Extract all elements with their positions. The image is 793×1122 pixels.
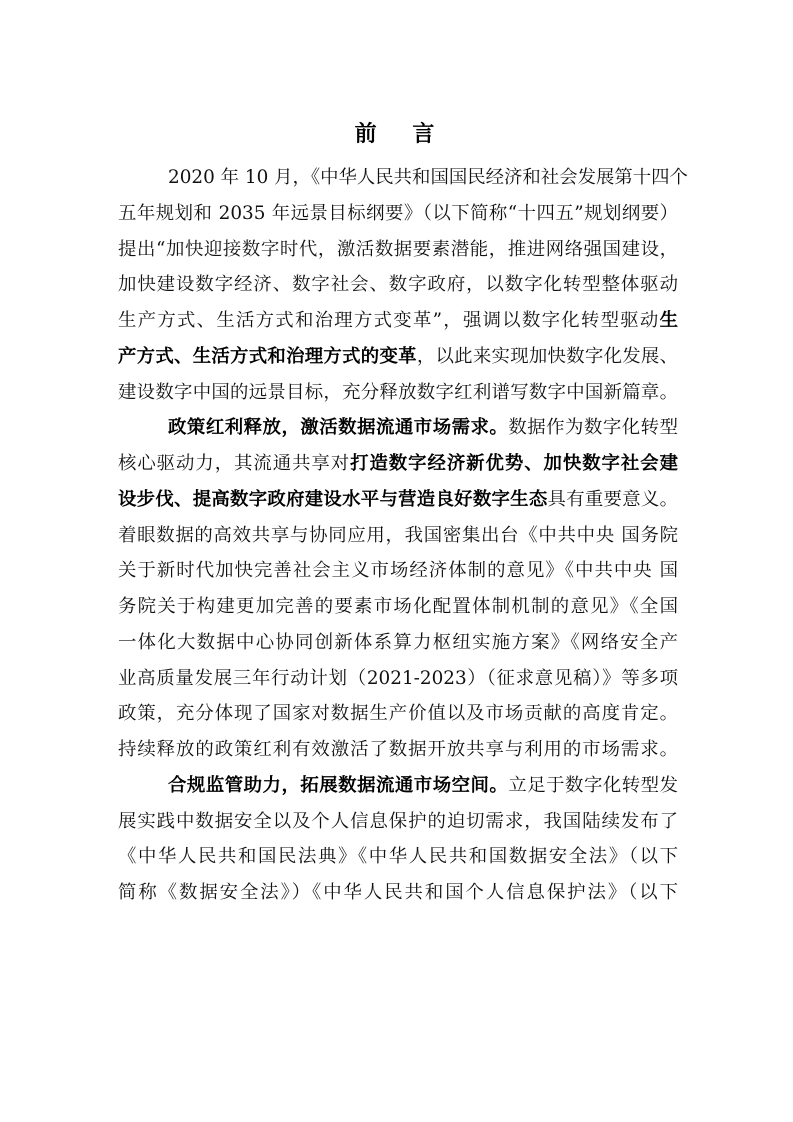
text-run: 加快建设数字经济、数字社会、数字政府，以数字化转型整体驱动 xyxy=(118,274,678,296)
text-run: 业高质量发展三年行动计划（2021-2023）（征求意见稿）》等多项 xyxy=(118,667,678,689)
paragraph-intro xyxy=(118,160,688,410)
text-line xyxy=(118,232,678,268)
text-line xyxy=(118,661,678,697)
text-run: 政策，充分体现了国家对数据生产价值以及市场贡献的高度肯定。 xyxy=(118,703,678,725)
text-line xyxy=(118,875,678,911)
text-line xyxy=(118,768,678,804)
text-line xyxy=(118,446,678,482)
bold-text-run: 设步伐、提高数字政府建设水平与营造良好数字生态 xyxy=(118,488,548,510)
text-line xyxy=(118,696,678,732)
text-line xyxy=(118,410,678,446)
text-run: 简称《数据安全法》）《中华人民共和国个人信息保护法》（以下 xyxy=(118,882,678,903)
text-run: 核心驱动力，其流通共享对 xyxy=(118,453,351,474)
text-line xyxy=(118,267,678,303)
bold-text-run: 产方式、生活方式和治理方式的变革 xyxy=(118,345,417,367)
text-line xyxy=(118,303,678,339)
page-title: 前 言 xyxy=(354,122,449,147)
text-run: 建设数字中国的远景目标，充分释放数字红利谱写数字中国新篇章。 xyxy=(118,381,678,403)
text-run: ，以此来实现加快数字化发展、 xyxy=(416,345,678,367)
text-run: 关于新时代加快完善社会主义市场经济体制的意见》《中共中央 国 xyxy=(118,560,678,582)
text-run: 务院关于构建更加完善的要素市场化配置体制机制的意见》《全国 xyxy=(118,596,678,617)
paragraph-policy-dividend xyxy=(118,410,678,768)
text-line xyxy=(118,839,678,875)
paragraph-compliance xyxy=(118,768,678,911)
text-line xyxy=(118,589,678,625)
text-line xyxy=(118,339,678,375)
text-line xyxy=(118,518,678,554)
text-run: 立足于数字化转型发 xyxy=(508,774,678,796)
text-run: 持续释放的政策红利有效激活了数据开放共享与利用的市场需求。 xyxy=(118,739,678,760)
text-run: 《中华人民共和国民法典》《中华人民共和国数据安全法》（以下 xyxy=(118,846,678,868)
bold-text-run: 打造数字经济新优势、加快数字社会建 xyxy=(350,453,678,474)
text-run: 具有重要意义。 xyxy=(547,488,678,510)
text-run: 着眼数据的高效共享与协同应用，我国密集出台《中共中央 国务院 xyxy=(118,524,678,546)
text-run: 生产方式、生活方式和治理方式变革”，强调以数字化转型驱动 xyxy=(118,310,660,331)
paragraph-heading: 合规监管助力，拓展数据流通市场空间。 xyxy=(168,774,509,796)
text-run: 展实践中数据安全以及个人信息保护的迫切需求，我国陆续发布了 xyxy=(118,810,678,832)
text-line xyxy=(118,482,678,518)
text-run: 数据作为数字化转型 xyxy=(508,417,678,439)
text-line xyxy=(118,196,678,232)
text-run: 五年规划和 2035 年远景目标纲要》（以下简称“十四五”规划纲要） xyxy=(118,202,678,224)
text-line xyxy=(118,804,678,840)
text-run: 提出“加快迎接数字时代，激活数据要素潜能，推进网络强国建设， xyxy=(118,238,678,260)
bold-text-run: 生 xyxy=(659,310,678,331)
paragraph-heading: 政策红利释放，激活数据流通市场需求。 xyxy=(168,417,509,439)
text-run: 一体化大数据中心协同创新体系算力枢纽实施方案》《网络安全产 xyxy=(118,631,678,653)
text-line xyxy=(118,553,678,589)
text-line xyxy=(118,375,678,411)
text-line xyxy=(118,625,678,661)
text-line xyxy=(118,732,678,768)
text-line xyxy=(118,160,688,196)
body-text xyxy=(118,160,688,911)
text-run: 2020 年 10 月，《中华人民共和国国民经济和社会发展第十四个 xyxy=(168,167,688,188)
